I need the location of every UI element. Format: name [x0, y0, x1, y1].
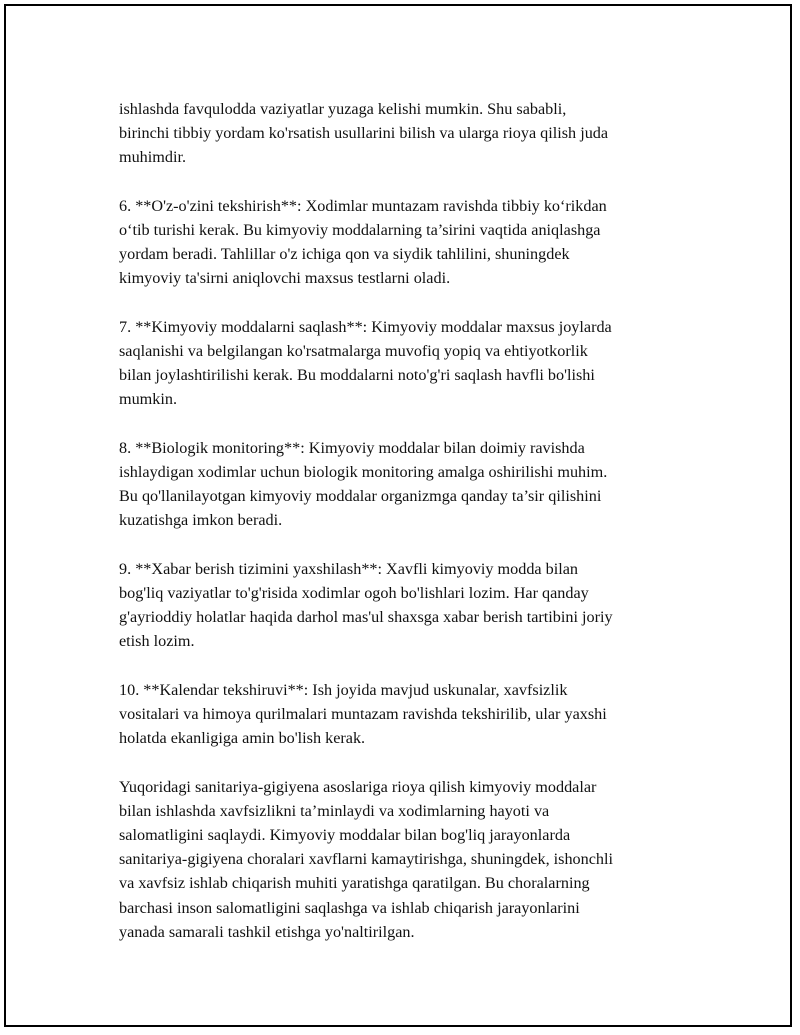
- text-line: kimyoviy ta'sirni aniqlovchi maxsus testlarni oladi.: [119, 269, 451, 288]
- text-line: saqlanishi va belgilangan ko'rsatmalarga muvofiq yopiq va ehtiyotkorlik: [119, 342, 588, 360]
- text-line: barchasi inson salomatligini saqlashga va ishlab chiqarish jarayonlarini: [119, 898, 580, 917]
- text-line: kuzatishga imkon beradi.: [119, 511, 283, 530]
- paragraph: [119, 436, 699, 533]
- paragraph: [119, 194, 699, 291]
- text-line: bilan ishlashda xavfsizlikni ta’minlaydi va xodimlarning hayoti va: [119, 801, 550, 820]
- text-line: g'ayrioddiy holatlar haqida darhol mas'ul shaxsga xabar berish tartibini joriy: [119, 608, 613, 627]
- text-line: bog'liq vaziyatlar to'g'risida xodimlar ogoh bo'lishlari lozim. Har qanday: [119, 584, 589, 602]
- text-line: 10. **Kalendar tekshiruvi**: Ish joyida mavjud uskunalar, xavfsizlik: [119, 680, 568, 699]
- text-line: etish lozim.: [119, 632, 195, 651]
- text-line: ishlashda favqulodda vaziyatlar yuzaga kelishi mumkin. Shu sababli,: [119, 100, 567, 118]
- paragraph: [119, 97, 699, 170]
- text-line: mumkin.: [119, 390, 178, 409]
- text-line: muhimdir.: [119, 148, 187, 167]
- text-line: salomatligini saqlaydi. Kimyoviy moddalar bilan bog'liq jarayonlarda: [119, 826, 571, 844]
- text-line: Yuqoridagi sanitariya-gigiyena asoslariga rioya qilish kimyoviy moddalar: [119, 777, 597, 796]
- text-line: 7. **Kimyoviy moddalarni saqlash**: Kimyoviy moddalar maxsus joylarda: [119, 317, 612, 336]
- text-line: ishlaydigan xodimlar uchun biologik monitoring amalga oshirilishi muhim.: [119, 463, 608, 481]
- text-line: 9. **Xabar berish tizimini yaxshilash**: Xavfli kimyoviy modda bilan: [119, 559, 579, 578]
- text-line: sanitariya-gigiyena choralari xavflarni kamaytirishga, shuningdek, ishonchli: [119, 850, 614, 869]
- paragraph: [119, 678, 699, 751]
- text-line: yordam beradi. Tahlillar o'z ichiga qon va siydik tahlilini, shuningdek: [119, 245, 570, 264]
- paragraph: [119, 557, 699, 654]
- page-frame: [4, 4, 792, 1027]
- text-line: Bu qo'llanilayotgan kimyoviy moddalar organizmga qanday ta’sir qilishini: [119, 487, 602, 506]
- text-line: vositalari va himoya qurilmalari muntazam ravishda tekshirilib, ular yaxshi: [119, 705, 607, 723]
- document-body: [119, 97, 699, 968]
- text-line: holatda ekanligiga amin bo'lish kerak.: [119, 729, 366, 748]
- paragraph: [119, 775, 699, 944]
- text-line: birinchi tibbiy yordam ko'rsatish usullarini bilish va ularga rioya qilish juda: [119, 124, 609, 143]
- text-line: bilan joylashtirilishi kerak. Bu moddalarni noto'g'ri saqlash havfli bo'lishi: [119, 366, 595, 385]
- text-line: va xavfsiz ishlab chiqarish muhiti yaratishga qaratilgan. Bu choralarning: [119, 874, 590, 893]
- text-line: yanada samarali tashkil etishga yo'naltirilgan.: [119, 922, 415, 941]
- text-line: 8. **Biologik monitoring**: Kimyoviy moddalar bilan doimiy ravishda: [119, 438, 585, 457]
- text-line: o‘tib turishi kerak. Bu kimyoviy moddalarning ta’sirini vaqtida aniqlashga: [119, 221, 601, 239]
- paragraph: [119, 315, 699, 412]
- text-line: 6. **O'z-o'zini tekshirish**: Xodimlar muntazam ravishda tibbiy ko‘rikdan: [119, 196, 607, 215]
